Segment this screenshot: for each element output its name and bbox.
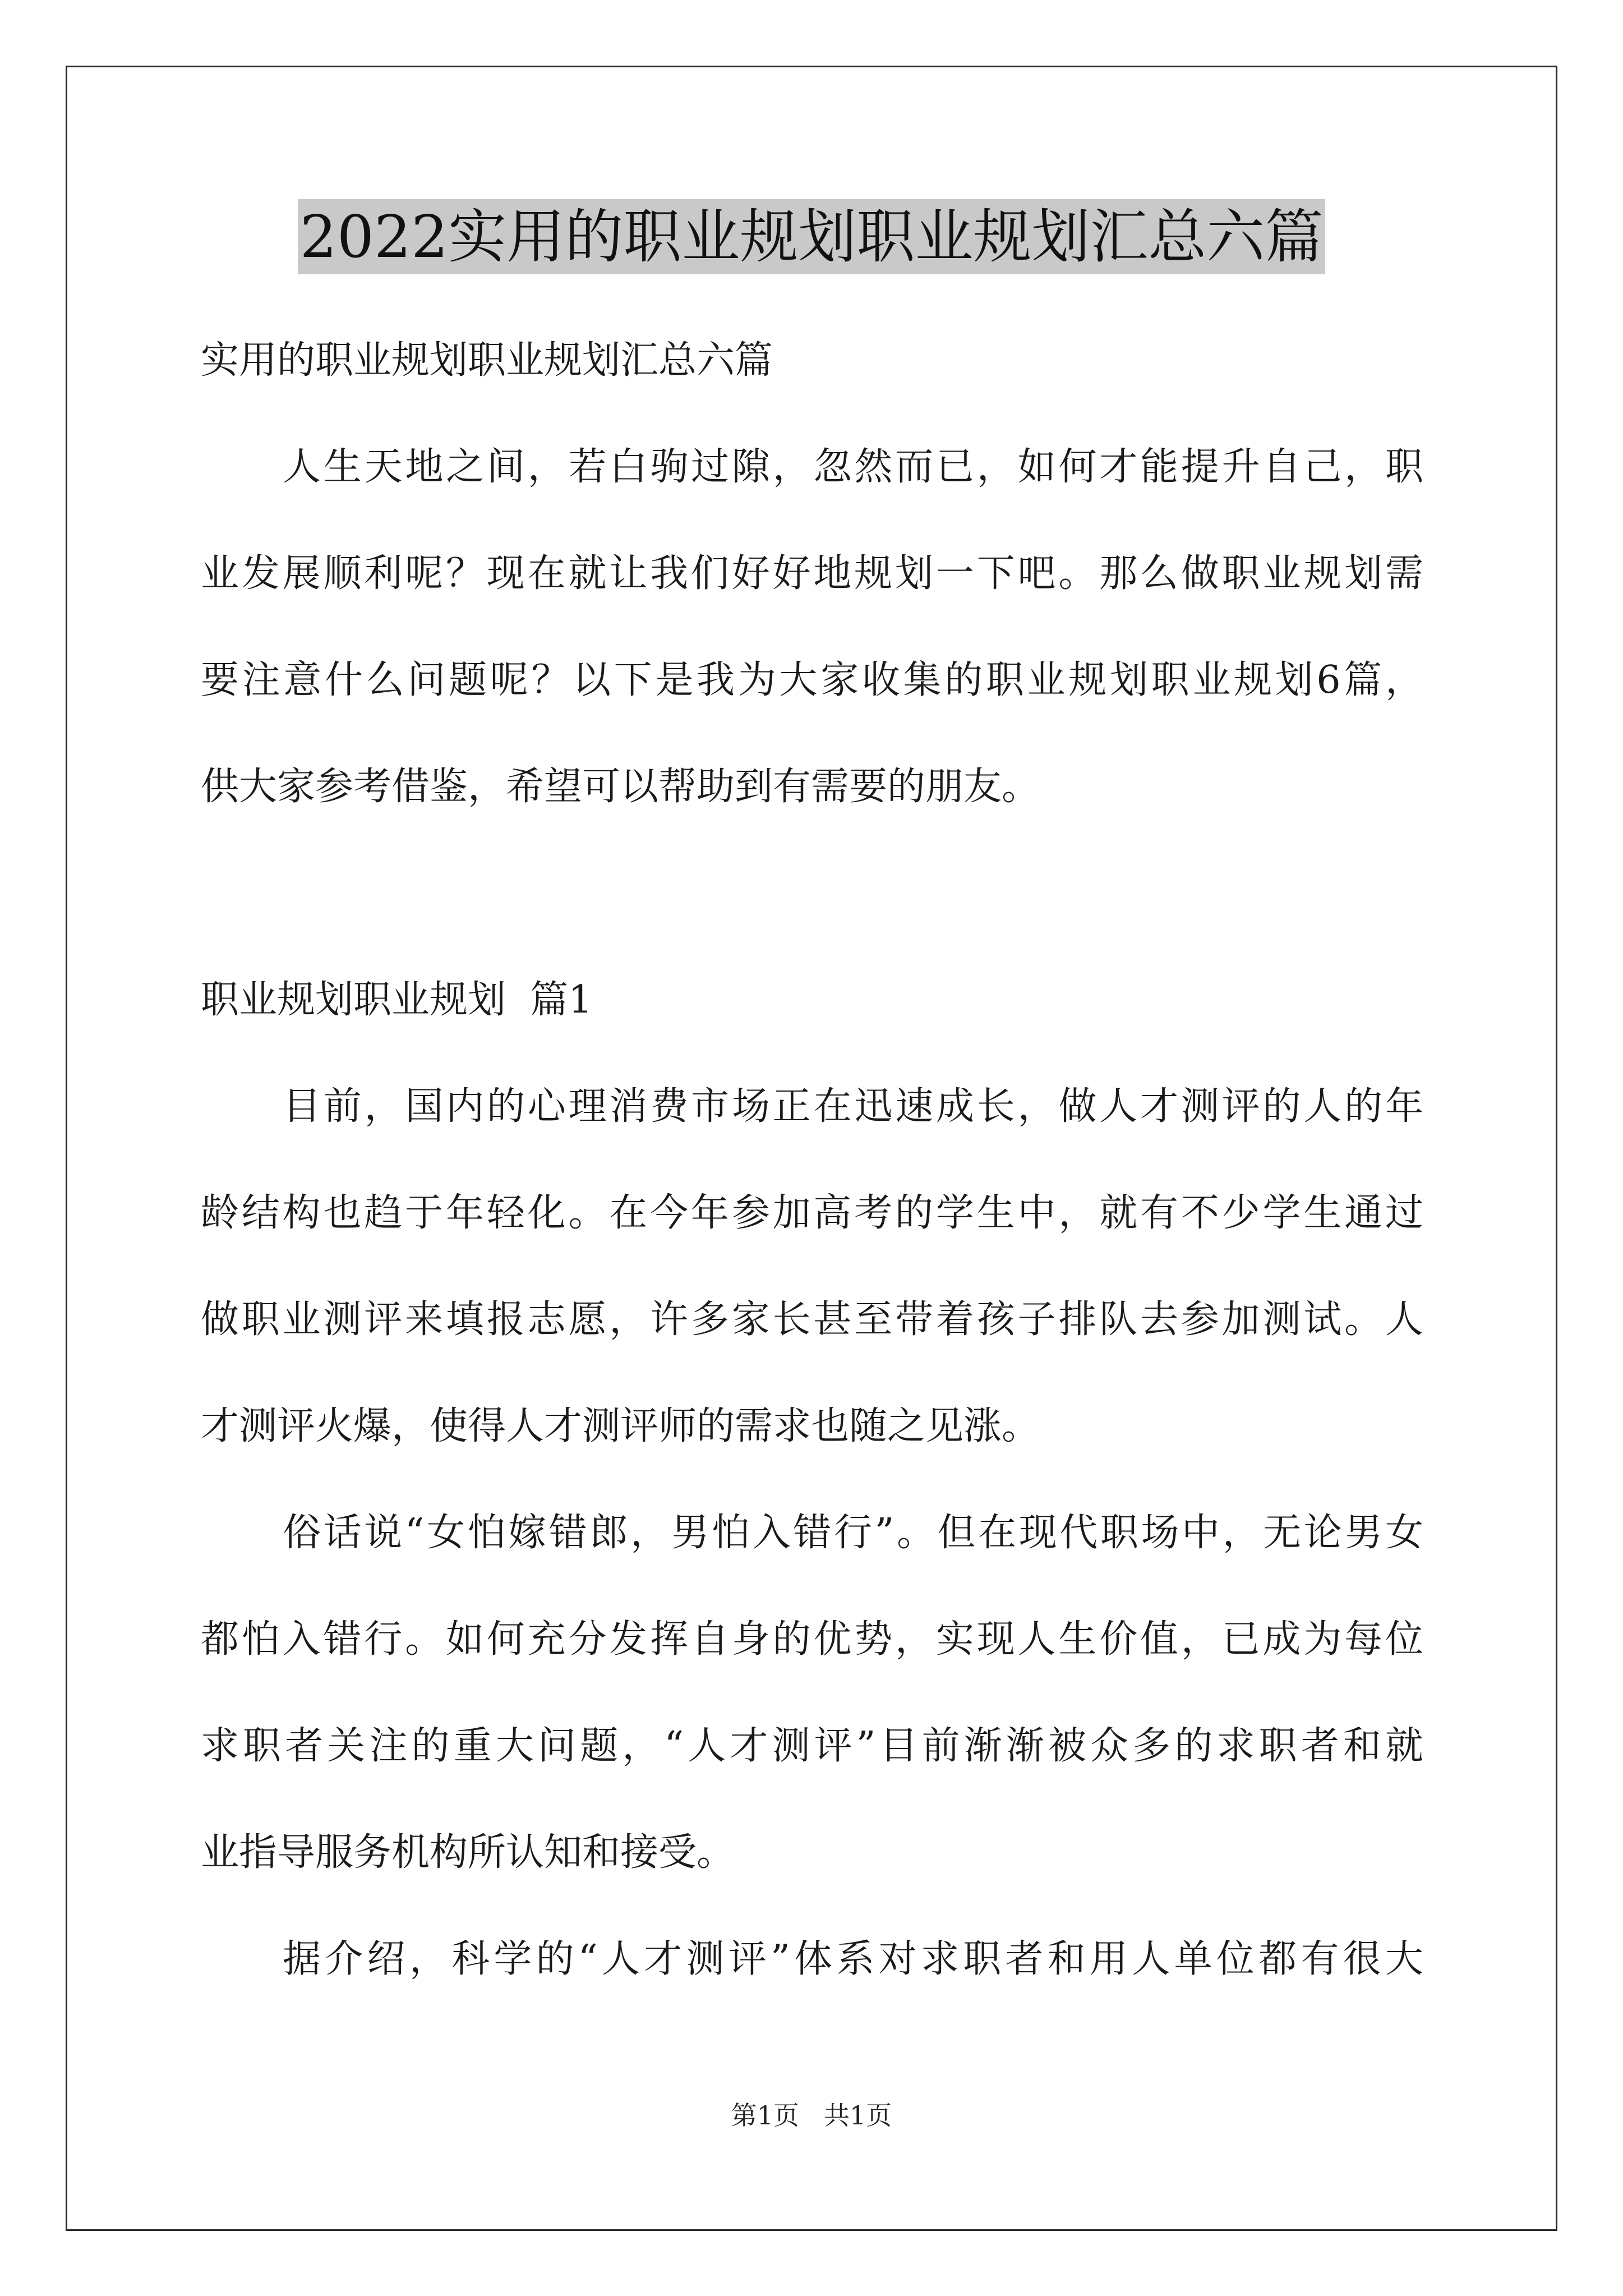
paragraph1-line-4: 才测评火爆，使得人才测评师的需求也随之见涨。 — [201, 1404, 1040, 1448]
paragraph1-line-1: 目前，国内的心理消费市场正在迅速成长，做人才测评的人的年 — [283, 1084, 1423, 1129]
intro-line-2: 业发展顺利呢？现在就让我们好好地规划一下吧。那么做职业规划需 — [201, 551, 1423, 596]
document-title: 2022实用的职业规划职业规划汇总六篇 — [298, 199, 1326, 274]
intro-line-3: 要注意什么问题呢？以下是我为大家收集的职业规划职业规划6篇， — [201, 658, 1423, 702]
intro-line-4: 供大家参考借鉴，希望可以帮助到有需要的朋友。 — [201, 765, 1040, 809]
page-footer — [0, 2095, 1623, 2132]
paragraph2-line-2: 都怕入错行。如何充分发挥自身的优势，实现人生价值，已成为每位 — [201, 1617, 1423, 1662]
document-subtitle: 实用的职业规划职业规划汇总六篇 — [201, 338, 773, 383]
paragraph2-line-1: 俗话说“女怕嫁错郎，男怕入错行”。但在现代职场中，无论男女 — [283, 1511, 1423, 1555]
intro-line-1: 人生天地之间，若白驹过隙，忽然而已，如何才能提升自己，职 — [283, 445, 1423, 489]
paragraph3-line-1: 据介绍，科学的“人才测评”体系对求职者和用人单位都有很大 — [283, 1937, 1423, 1981]
paragraph2-line-3: 求职者关注的重大问题，“人才测评”目前渐渐被众多的求职者和就 — [201, 1724, 1423, 1768]
page-total: 共1页 — [824, 2100, 892, 2131]
paragraph1-line-2: 龄结构也趋于年轻化。在今年参加高考的学生中，就有不少学生通过 — [201, 1191, 1423, 1235]
paragraph2-line-4: 业指导服务机构所认知和接受。 — [201, 1830, 735, 1875]
paragraph1-line-3: 做职业测评来填报志愿，许多家长甚至带着孩子排队去参加测试。人 — [201, 1297, 1423, 1342]
page-number: 第1页 — [731, 2100, 799, 2131]
section-heading: 职业规划职业规划 篇1 — [201, 978, 593, 1022]
title-container — [0, 199, 1623, 274]
document-body — [201, 307, 1423, 2013]
